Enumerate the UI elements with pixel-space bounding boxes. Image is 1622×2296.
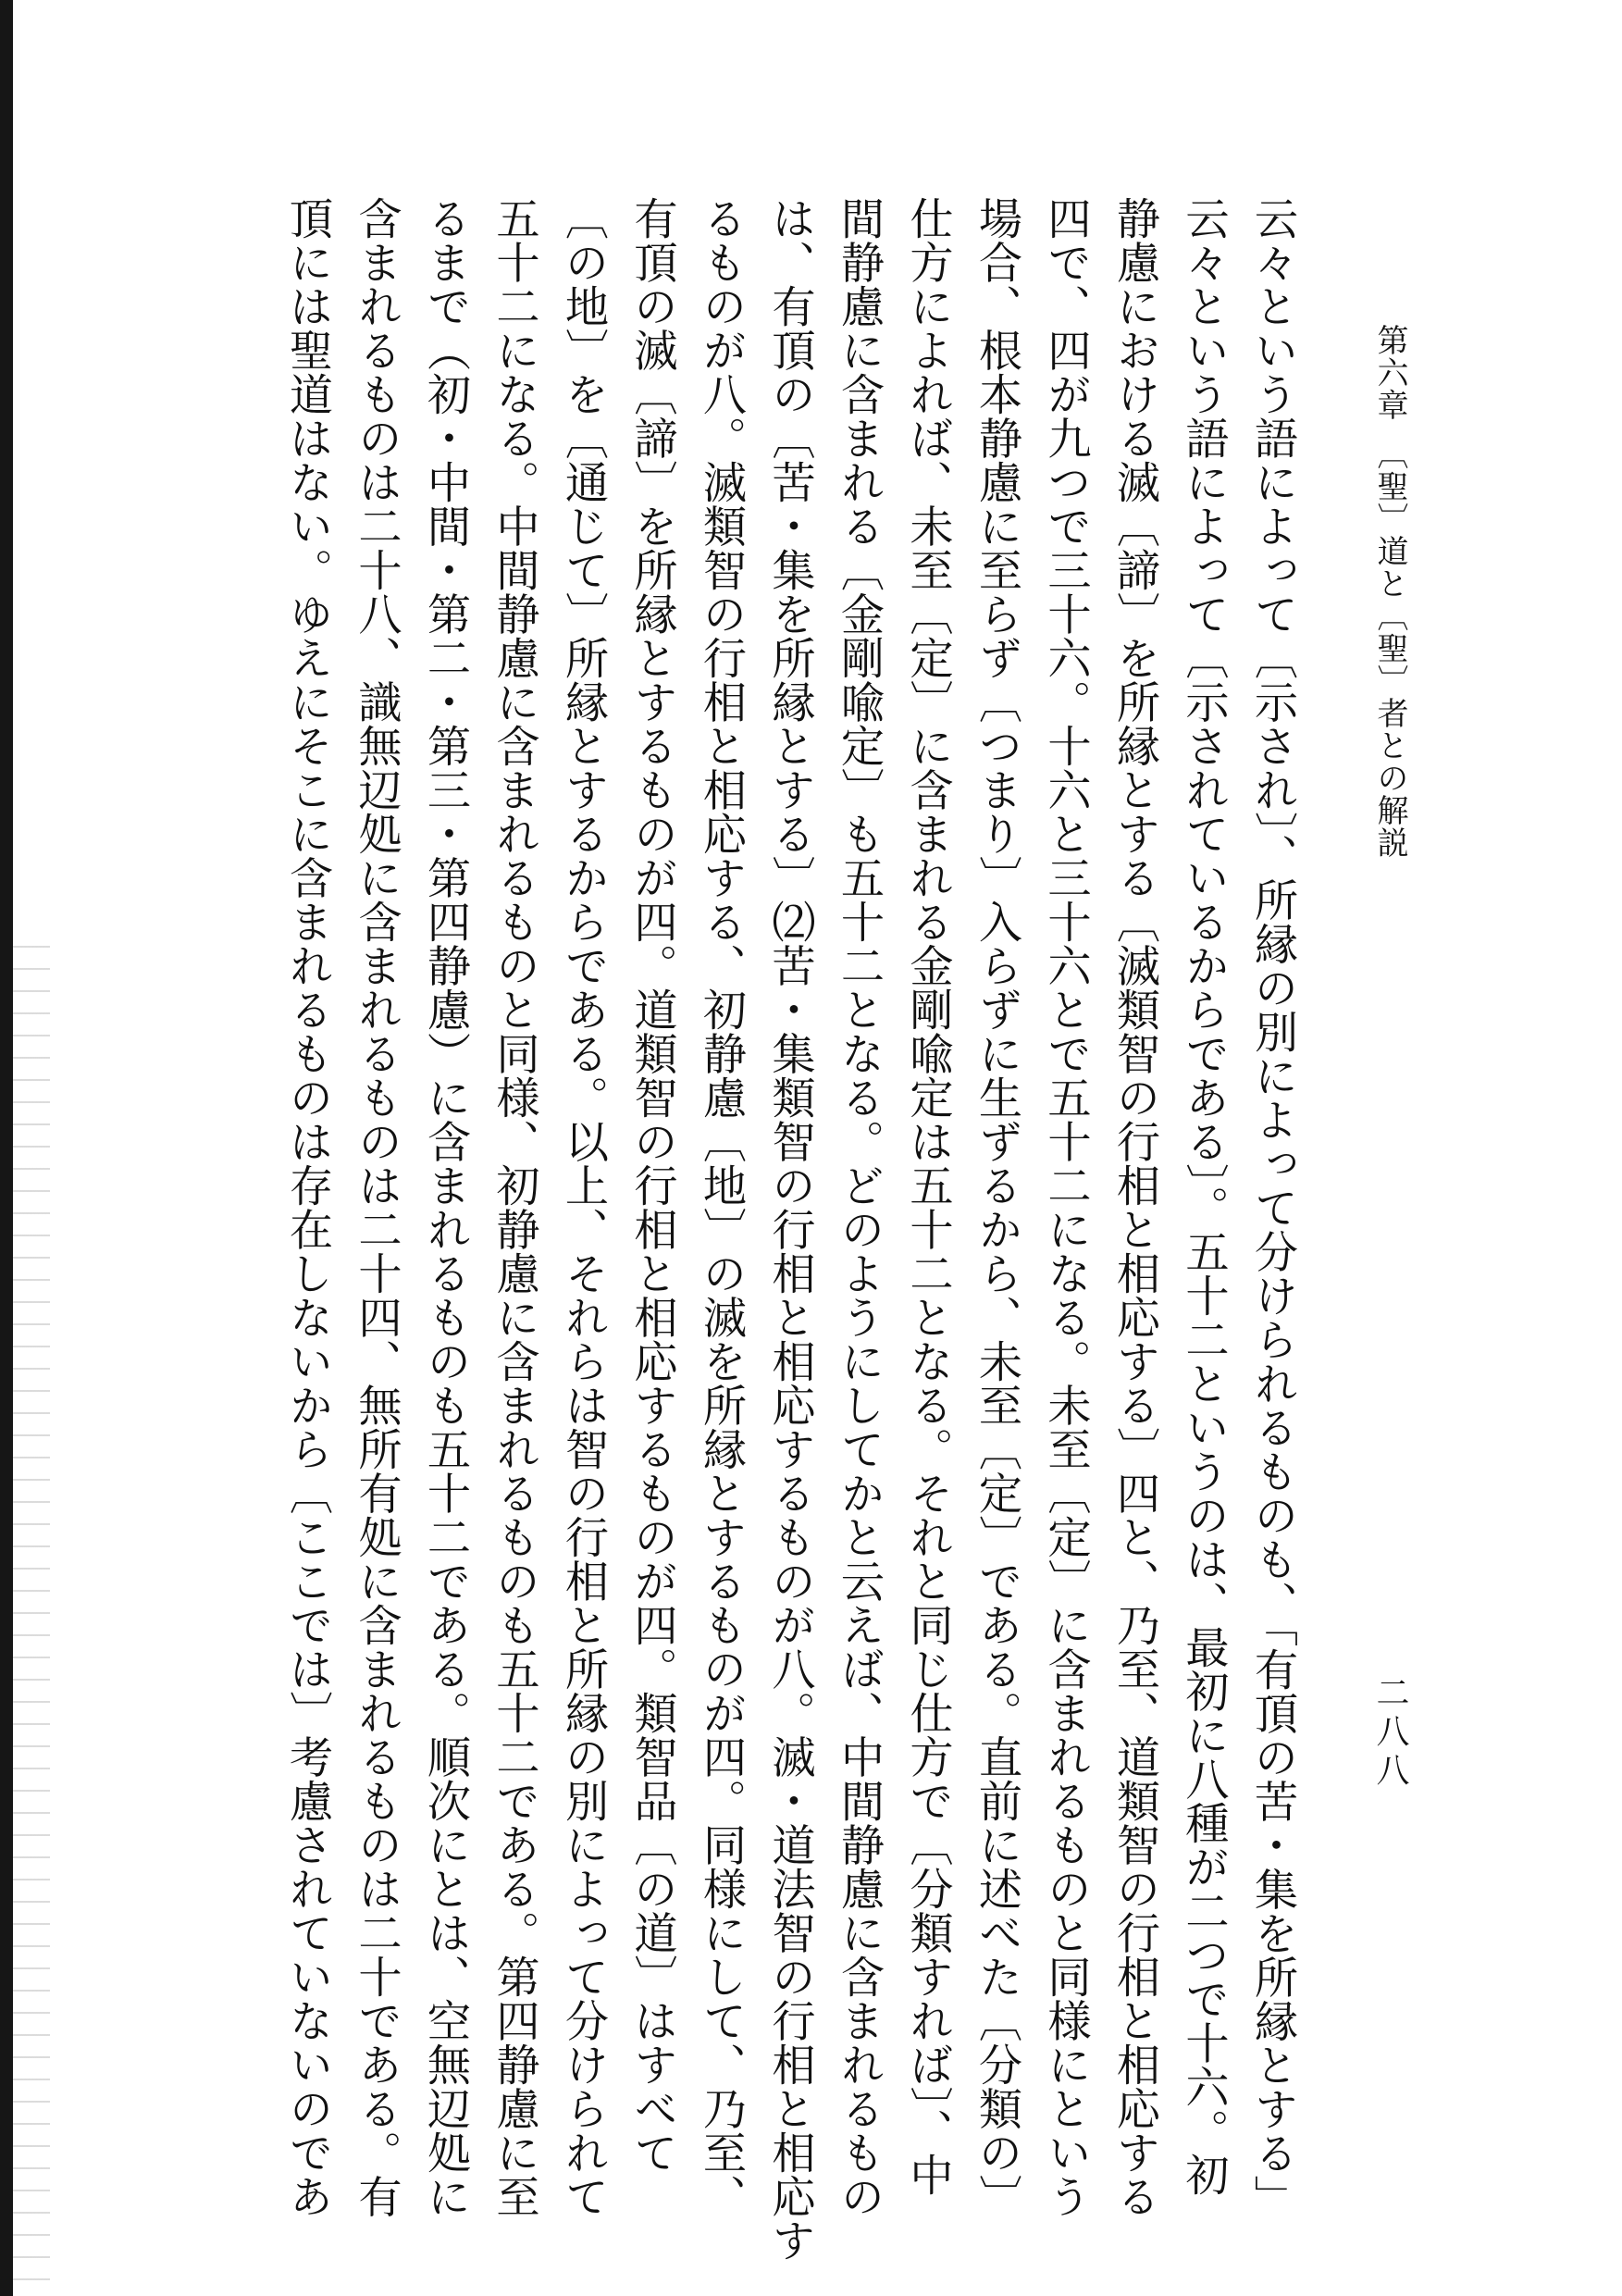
text-line: るまで（初・中間・第二・第三・第四静慮）に含まれるものも五十二である。順次にとは、空無辺処に (420, 196, 471, 2218)
text-line: 仕方によれば、未至〔定〕に含まれる金剛喩定は五十二となる。それと同じ仕方で〔分類すれば〕、中 (902, 196, 954, 2197)
text-line: は、有頂の〔苦・集を所縁とする〕⑵苦・集類智の行相と相応するものが八。滅・道法智の行相と相応す (764, 196, 816, 2263)
text-line: 五十二になる。中間静慮に含まれるものと同様、初静慮に含まれるものも五十二である。第四静慮に至 (489, 196, 540, 2218)
text-line: 静慮における滅〔諦〕を所縁とする〔滅類智の行相と相応する〕四と、乃至、道類智の行相と相応する (1109, 196, 1160, 2218)
text-line: 云々という語によって〔示され〕、所縁の別によって分けられるものも、「有頂の苦・集を所縁とする」 (1247, 196, 1298, 2219)
text-line: 場合、根本静慮に至らず〔つまり〕入らずに生ずるから、未至〔定〕である。直前に述べた〔分類の〕 (972, 196, 1022, 2218)
text-line: 四で、四が九つで三十六。十六と三十六とで五十二になる。未至〔定〕に含まれるものと同様にという (1040, 196, 1092, 2218)
text-line: 云々という語によって〔示されているからである〕。五十二というのは、最初に八種が二つで十六。初 (1178, 196, 1230, 2197)
text-line: 間静慮に含まれる〔金剛喩定〕も五十二となる。どのようにしてかと云えば、中間静慮に含まれるもの (834, 196, 885, 2218)
text-line: 有頂の滅〔諦〕を所縁とするものが四。道類智の行相と相応するものが四。類智品〔の道〕はすべて (626, 196, 678, 2175)
binding-edge (0, 0, 13, 2296)
text-line: 含まれるものは二十八、識無辺処に含まれるものは二十四、無所有処に含まれるものは二十である。有 (351, 196, 402, 2218)
text-line: 〔の地〕を〔通じて〕所縁とするからである。以上、それらは智の行相と所縁の別によって分けられて (558, 196, 609, 2218)
text-line: 頂には聖道はない。ゆえにそこに含まれるものは存在しないから〔ここでは〕考慮されていないのであ (282, 196, 333, 2218)
text-line: るものが八。滅類智の行相と相応する、初静慮〔地〕の滅を所縁とするものが四。同様にして、乃至、 (696, 196, 747, 2218)
body-text (224, 196, 1306, 2263)
binding-specks (13, 925, 50, 2296)
page-number: 二八八 (1371, 1675, 1409, 1792)
running-header: 第六章 〔聖〕道と〔聖〕者との解説 (1371, 324, 1408, 859)
